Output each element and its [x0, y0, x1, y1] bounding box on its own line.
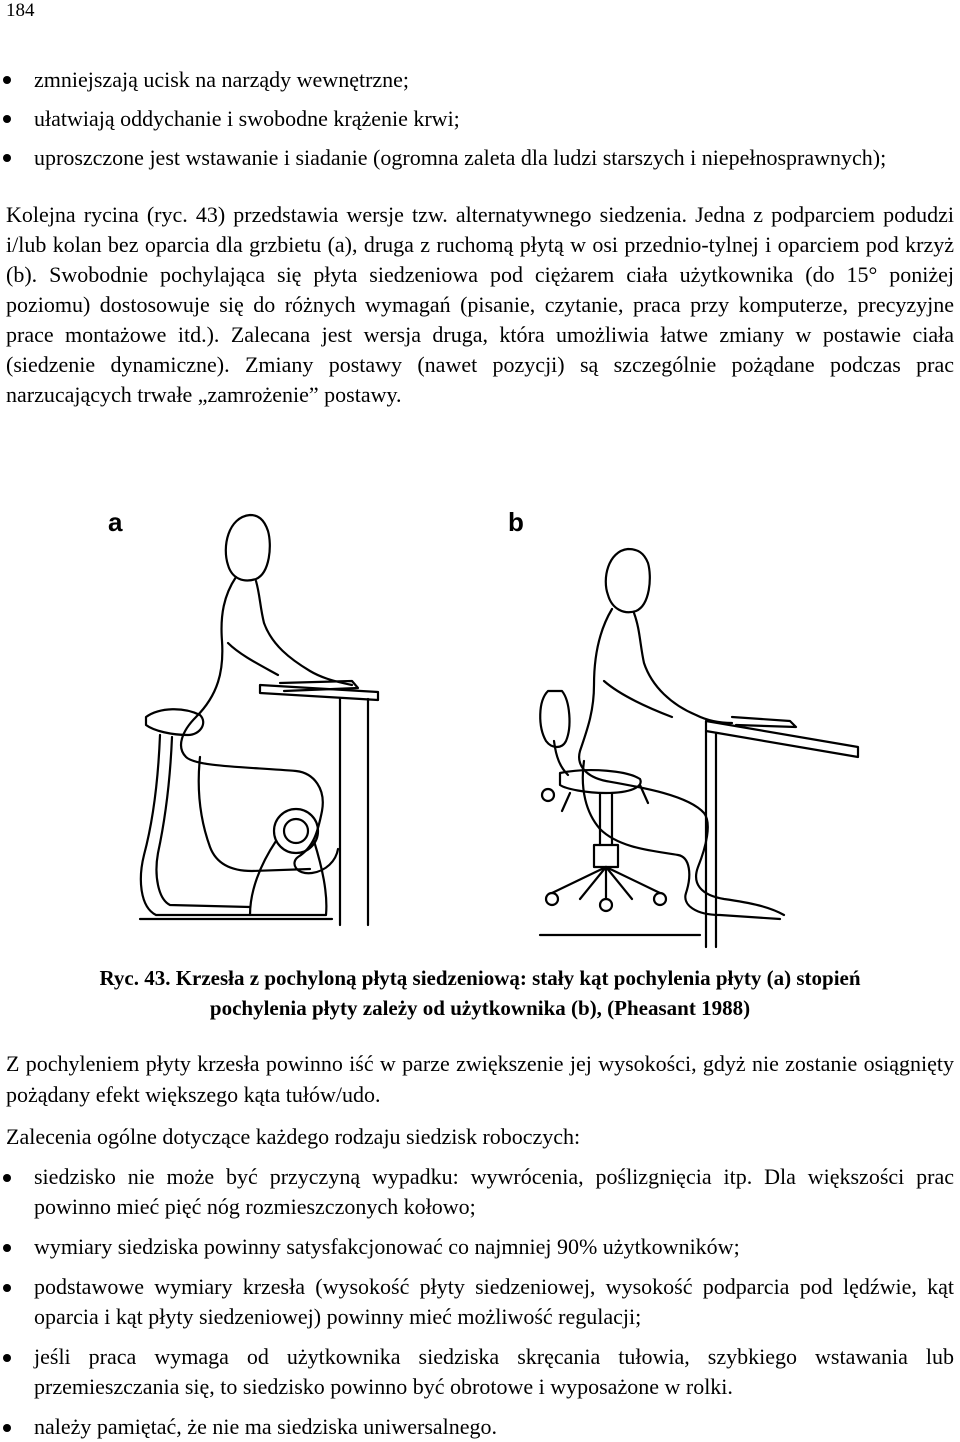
bullet-icon	[3, 1354, 11, 1362]
tilting-chair-illustration	[540, 549, 858, 947]
papers-b	[732, 717, 796, 727]
list-item	[0, 1342, 960, 1402]
figure-label-b: b	[508, 507, 524, 537]
list-item	[0, 1232, 960, 1262]
caption-line-1: Ryc. 43. Krzesła z pochyloną płytą siedzeniową: stały kąt pochylenia płyty (a) stopień	[99, 966, 861, 990]
seat-b	[560, 770, 641, 793]
kneeling-chair-illustration	[140, 515, 378, 925]
paragraph-seat-height: Z pochyleniem płyty krzesła powinno iść w parze zwiększenie jej wysokości, gdyż nie zostanie osiągnięty pożądany efekt większego kąta tułów/udo.	[6, 1051, 954, 1107]
head-a	[226, 515, 270, 580]
list-item	[0, 1272, 960, 1332]
recommendations-list	[0, 1162, 960, 1442]
list-item-text: zmniejszają ucisk na narządy wewnętrzne;	[34, 67, 410, 92]
bullet-icon	[3, 115, 11, 123]
bullet-icon	[3, 1284, 11, 1292]
chair-base-legs-b	[552, 867, 660, 899]
adjust-knob-b	[542, 789, 554, 801]
caption-line-2: pochylenia płyty zależy od użytkownika (b), (Pheasant 1988)	[209, 996, 751, 1020]
figure-43-chairs	[100, 495, 860, 950]
forearm-b	[604, 681, 672, 717]
caster-b	[654, 893, 666, 905]
list-item-text: siedzisko nie może być przyczyną wypadku: wywrócenia, poślizgnięcia itp. Dla większości prac powinno mieć pięć nóg rozmieszczonych kołowo;	[34, 1164, 954, 1219]
figure-label-a: a	[108, 507, 123, 537]
bullet-icon	[3, 1244, 11, 1252]
list-item	[0, 105, 960, 132]
knee-pad-inner-a	[284, 819, 308, 843]
list-item-text: uproszczone jest wstawanie i siadanie (ogromna zaleta dla ludzi starszych i niepełnosprawnych);	[34, 145, 887, 170]
bullet-icon	[3, 1424, 11, 1432]
desk-top-a	[260, 685, 378, 700]
bullet-icon	[3, 76, 11, 84]
desk-leg-a	[340, 698, 368, 925]
seat-a	[146, 709, 203, 735]
top-bullet-list	[0, 66, 960, 171]
list-item-text: ułatwiają oddychanie i swobodne krążenie krwi;	[34, 106, 460, 131]
backrest-b	[540, 691, 569, 747]
list-item	[0, 66, 960, 93]
caster-b	[600, 899, 612, 911]
figure-caption	[0, 963, 960, 1023]
list-item-text: należy pamiętać, że nie ma siedziska uniwersalnego.	[34, 1414, 498, 1439]
forearm-a	[228, 643, 278, 675]
list-item-text: podstawowe wymiary krzesła (wysokość płyty siedzeniowej, wysokość podparcia pod lędźwie, kąt oparcia i kąt płyty siedzeniowej) powinny mieć możliwość regulacji;	[34, 1274, 954, 1329]
page-number: 184	[6, 0, 35, 21]
column-base-b	[594, 845, 618, 867]
list-item	[0, 1162, 960, 1222]
list-item	[0, 1412, 960, 1442]
arm-a	[256, 581, 352, 685]
paragraph-recommendations-intro: Zalecenia ogólne dotyczące każdego rodzaju siedzisk roboczych:	[6, 1124, 581, 1149]
bullet-icon	[3, 1174, 11, 1182]
head-b	[606, 549, 650, 612]
list-item-text: jeśli praca wymaga od użytkownika siedziska skręcania tułowia, szybkiego wstawania lub przemieszczania się, to siedzisko powinno być obrotowe i wyposażone w rolki.	[34, 1344, 954, 1399]
list-item	[0, 144, 960, 171]
bullet-icon	[3, 154, 11, 162]
knee-pad-a	[274, 809, 318, 853]
paragraph-alternative-sitting: Kolejna rycina (ryc. 43) przedstawia wersje tzw. alternatywnego siedzenia. Jedna z podparciem podudzi i/lub kolan bez oparcia dla grzbietu (a), druga z ruchomą płytą w osi przednio-tylnej i oparciem pod krzyż (b). Swobodnie pochylająca się płyta siedzeniowa pod ciężarem ciała użytkownika (do 15° poniżej poziomu) dostosowuje się do różnych wymagań (pisanie, czytanie, praca przy komputerze, precyzyjne prace montażowe itd.). Zalecana jest wersja druga, która umożliwia łatwe zmiany w postawie ciała (siedzenie dynamiczne). Zmiany postawy (nawet pozycji) są szczególnie pożądane podczas prac narzucających trwałe „zamrożenie” postawy.	[6, 202, 954, 407]
caster-b	[546, 893, 558, 905]
list-item-text: wymiary siedziska powinny satysfakcjonować co najmniej 90% użytkowników;	[34, 1234, 740, 1259]
